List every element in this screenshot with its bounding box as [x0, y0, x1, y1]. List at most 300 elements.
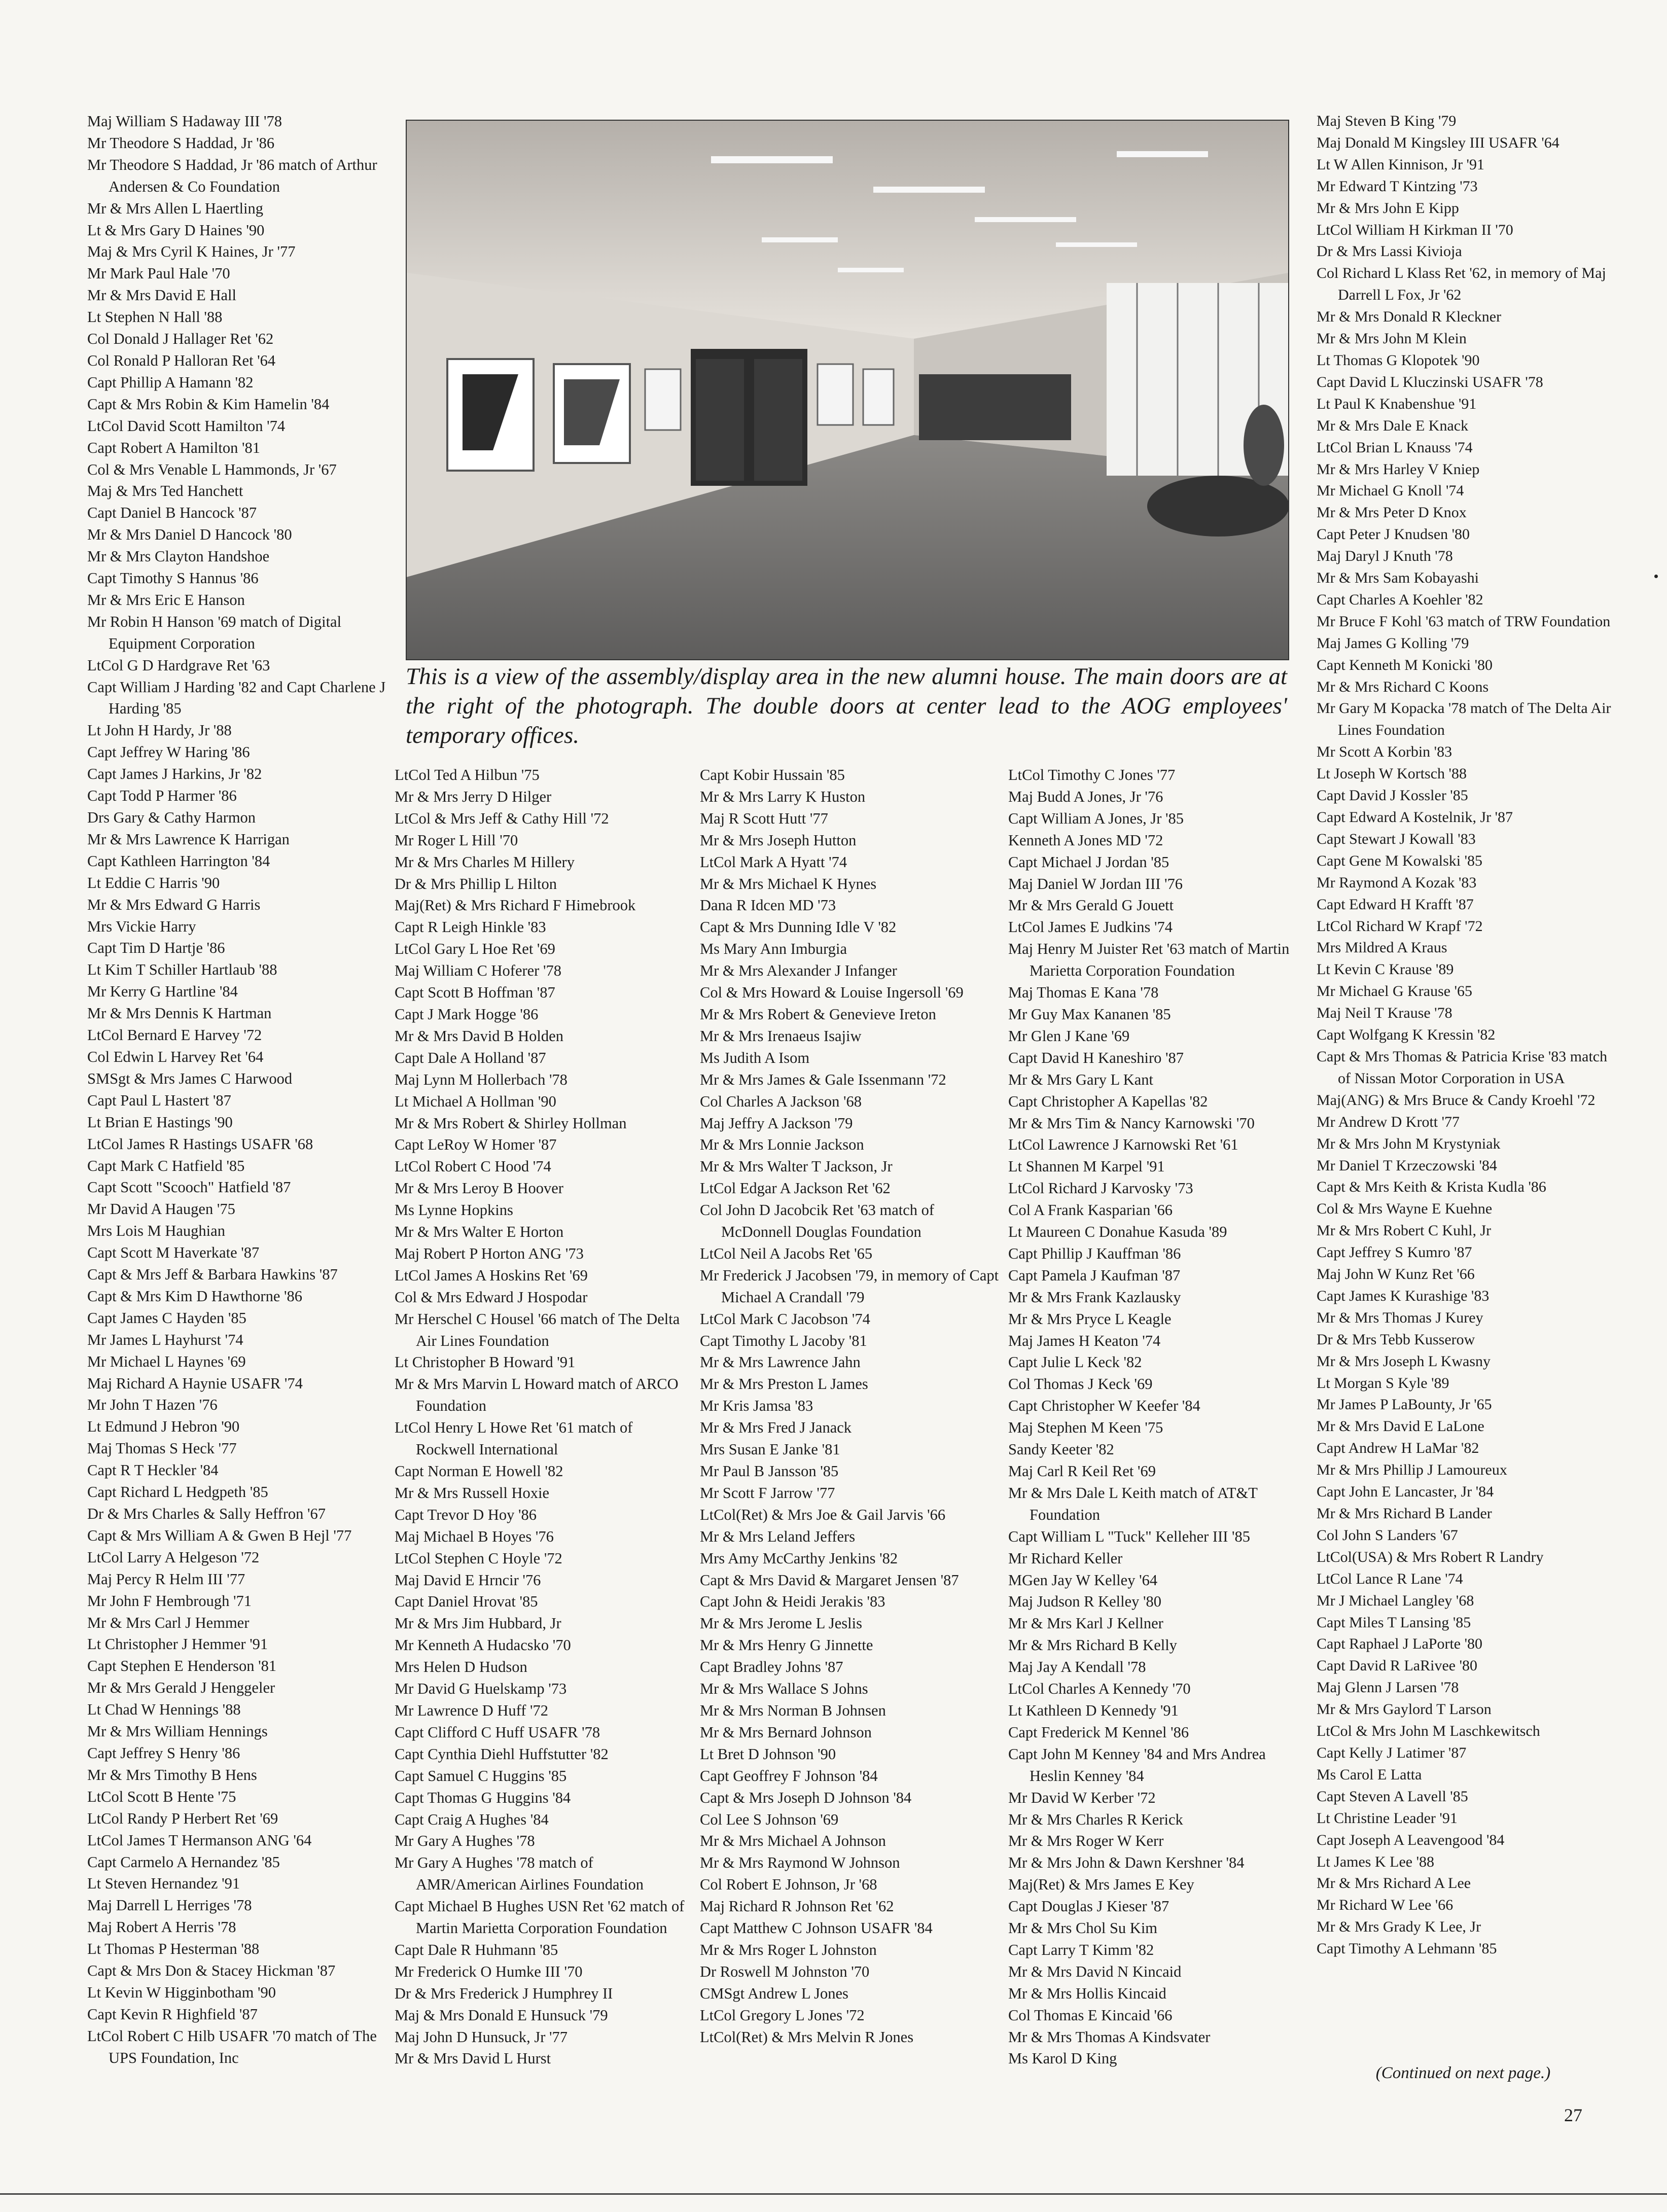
donor-entry: Col Robert E Johnson, Jr '68: [700, 1876, 877, 1894]
donor-entry: Capt & Mrs Jeff & Barbara Hawkins '87: [87, 1266, 338, 1283]
donor-entry: Mr & Mrs Jerome L Jeslis: [700, 1615, 862, 1632]
donor-column-5: [1317, 111, 1621, 1960]
donor-entry: Mr & Mrs Lawrence Jahn: [700, 1353, 861, 1371]
donor-entry: Mr & Mrs Bernard Johnson: [700, 1723, 872, 1741]
donor-entry: Mr & Mrs Roger W Kerr: [1008, 1832, 1164, 1850]
donor-entry: Maj Jay A Kendall '78: [1008, 1658, 1146, 1676]
donor-entry: Capt Daniel B Hancock '87: [87, 504, 257, 522]
donor-entry: Mr & Mrs David N Kincaid: [1008, 1963, 1182, 1980]
donor-entry: Maj David E Hrncir '76: [395, 1571, 541, 1589]
donor-entry: Mr Robin H Hanson '69 match of Digital Equipment Corporation: [87, 613, 342, 652]
donor-entry: Capt Phillip A Hamann '82: [87, 373, 254, 391]
donor-entry: LtCol Mark C Jacobson '74: [700, 1310, 870, 1328]
donor-entry: Mr & Mrs James & Gale Issenmann '72: [700, 1071, 946, 1088]
donor-entry: LtCol Lance R Lane '74: [1317, 1570, 1463, 1587]
donor-column-1: [87, 111, 392, 2069]
donor-entry: LtCol Stephen C Hoyle '72: [395, 1549, 562, 1567]
donor-entry: LtCol Robert C Hood '74: [395, 1158, 551, 1175]
donor-entry: Mr & Mrs Charles M Hillery: [395, 853, 575, 871]
donor-entry: Lt Kevin C Krause '89: [1317, 961, 1454, 978]
donor-entry: Col & Mrs Wayne E Kuehne: [1317, 1200, 1493, 1218]
donor-entry: Mr & Mrs Richard B Lander: [1317, 1505, 1492, 1522]
donor-entry: Mr Michael L Haynes '69: [87, 1352, 246, 1370]
donor-entry: LtCol Larry A Helgeson '72: [87, 1548, 260, 1566]
donor-entry: Mr & Mrs Timothy B Hens: [87, 1766, 257, 1783]
donor-entry: Mr Herschel C Housel '66 match of The Delta Air Lines Foundation: [395, 1310, 680, 1349]
donor-entry: Lt Eddie C Harris '90: [87, 874, 220, 891]
donor-entry: Maj Glenn J Larsen '78: [1317, 1679, 1459, 1696]
donor-entry: Mr & Mrs Walter T Jackson, Jr: [700, 1158, 893, 1175]
donor-entry: LtCol James E Judkins '74: [1008, 918, 1173, 936]
donor-entry: Capt Norman E Howell '82: [395, 1462, 563, 1480]
donor-entry: Mr & Mrs Gary L Kant: [1008, 1071, 1154, 1088]
donor-entry: Ms Lynne Hopkins: [395, 1201, 513, 1219]
donor-entry: Mr & Mrs Carl J Hemmer: [87, 1614, 250, 1631]
donor-entry: Mr & Mrs John M Krystyniak: [1317, 1135, 1501, 1152]
donor-entry: Mr Theodore S Haddad, Jr '86: [87, 134, 275, 152]
donor-entry: Maj Donald M Kingsley III USAFR '64: [1317, 134, 1559, 151]
donor-entry: LtCol James R Hastings USAFR '68: [87, 1135, 313, 1153]
donor-entry: Mr & Mrs Gerald G Jouett: [1008, 897, 1174, 914]
donor-entry: LtCol Neil A Jacobs Ret '65: [700, 1244, 873, 1262]
donor-entry: Mr & Mrs Richard C Koons: [1317, 678, 1489, 695]
donor-entry: LtCol Edgar A Jackson Ret '62: [700, 1180, 891, 1197]
donor-entry: Dr & Mrs Phillip L Hilton: [395, 875, 557, 893]
donor-entry: Mrs Helen D Hudson: [395, 1658, 527, 1676]
donor-entry: Capt Kathleen Harrington '84: [87, 852, 270, 870]
donor-entry: Mr & Mrs Larry K Huston: [700, 788, 866, 805]
donor-entry: Capt & Mrs Dunning Idle V '82: [700, 918, 897, 936]
donor-entry: Maj(Ret) & Mrs James E Key: [1008, 1876, 1194, 1894]
donor-entry: Mr & Mrs Daniel D Hancock '80: [87, 526, 292, 544]
donor-entry: Sandy Keeter '82: [1008, 1441, 1114, 1458]
donor-entry: Capt Michael B Hughes USN Ret '62 match of Martin Marietta Corporation Foundation: [395, 1898, 685, 1937]
donor-entry: LtCol Scott B Hente '75: [87, 1788, 236, 1805]
donor-entry: Capt Carmelo A Hernandez '85: [87, 1853, 280, 1871]
donor-entry: Capt Jeffrey S Kumro '87: [1317, 1244, 1472, 1261]
donor-entry: Capt James K Kurashige '83: [1317, 1287, 1489, 1304]
donor-entry: LtCol(Ret) & Mrs Joe & Gail Jarvis '66: [700, 1506, 946, 1523]
donor-entry: Capt Kobir Hussain '85: [700, 766, 845, 783]
donor-entry: Mr & Mrs Hollis Kincaid: [1008, 1984, 1166, 2002]
donor-entry: Mr Scott A Korbin '83: [1317, 743, 1452, 761]
donor-entry: Capt Christopher W Keefer '84: [1008, 1397, 1200, 1415]
donor-entry: Lt Edmund J Hebron '90: [87, 1418, 240, 1436]
donor-entry: Capt Samuel C Huggins '85: [395, 1767, 567, 1785]
donor-entry: Capt Clifford C Huff USAFR '78: [395, 1723, 600, 1741]
donor-entry: LtCol Gregory L Jones '72: [700, 2006, 865, 2024]
donor-entry: Lt Kathleen D Kennedy '91: [1008, 1701, 1179, 1719]
donor-entry: Col Donald J Hallager Ret '62: [87, 330, 274, 348]
donor-entry: Maj William S Hadaway III '78: [87, 113, 282, 130]
donor-entry: Mr & Mrs Harley V Kniep: [1317, 460, 1480, 478]
donor-entry: LtCol Mark A Hyatt '74: [700, 853, 847, 871]
donor-entry: LtCol Bernard E Harvey '72: [87, 1026, 262, 1044]
donor-entry: Col Thomas J Keck '69: [1008, 1375, 1153, 1393]
donor-entry: Lt Maureen C Donahue Kasuda '89: [1008, 1223, 1227, 1241]
donor-entry: LtCol Timothy C Jones '77: [1008, 766, 1176, 783]
donor-entry: Maj & Mrs Ted Hanchett: [87, 482, 243, 500]
donor-entry: Mr & Mrs Raymond W Johnson: [700, 1854, 900, 1872]
donor-entry: Capt Dale A Holland '87: [395, 1049, 546, 1066]
donor-entry: Capt Jeffrey S Henry '86: [87, 1744, 240, 1762]
donor-entry: Capt & Mrs Robin & Kim Hamelin '84: [87, 395, 330, 413]
donor-entry: Capt Gene M Kowalski '85: [1317, 852, 1483, 869]
donor-entry: Maj Daniel W Jordan III '76: [1008, 875, 1183, 893]
donor-entry: Mr & Mrs Sam Kobayashi: [1317, 569, 1479, 587]
donor-entry: Capt Charles A Koehler '82: [1317, 591, 1483, 608]
donor-entry: Col & Mrs Venable L Hammonds, Jr '67: [87, 460, 337, 478]
donor-entry: Capt John M Kenney '84 and Mrs Andrea Heslin Kenney '84: [1008, 1745, 1266, 1785]
donor-entry: Maj Robert A Herris '78: [87, 1918, 236, 1936]
donor-entry: Mr & Mrs John & Dawn Kershner '84: [1008, 1854, 1245, 1872]
continued-note: (Continued on next page.): [1375, 2064, 1551, 2082]
donor-entry: Mr Daniel T Krzeczowski '84: [1317, 1157, 1497, 1174]
donor-entry: Maj Judson R Kelley '80: [1008, 1593, 1162, 1611]
donor-entry: CMSgt Andrew L Jones: [700, 1984, 848, 2002]
donor-entry: Maj Jeffry A Jackson '79: [700, 1114, 853, 1132]
donor-entry: Capt & Mrs Keith & Krista Kudla '86: [1317, 1179, 1546, 1196]
donor-entry: Lt W Allen Kinnison, Jr '91: [1317, 156, 1484, 173]
donor-entry: Capt Matthew C Johnson USAFR '84: [700, 1919, 933, 1937]
donor-entry: Mrs Amy McCarthy Jenkins '82: [700, 1549, 898, 1567]
donor-entry: Mr & Mrs Marvin L Howard match of ARCO Foundation: [395, 1375, 679, 1415]
donor-entry: Capt & Mrs Thomas & Patricia Krise '83 match of Nissan Motor Corporation in USA: [1317, 1048, 1608, 1087]
donor-entry: Mr & Mrs Karl J Kellner: [1008, 1615, 1163, 1632]
donor-column-2: [395, 764, 694, 2070]
donor-entry: SMSgt & Mrs James C Harwood: [87, 1069, 293, 1087]
donor-entry: Capt David J Kossler '85: [1317, 787, 1468, 804]
donor-entry: Capt & Mrs Don & Stacey Hickman '87: [87, 1962, 336, 1980]
donor-entry: Lt Christopher J Hemmer '91: [87, 1635, 268, 1653]
donor-entry: Capt Daniel Hrovat '85: [395, 1593, 538, 1611]
donor-entry: Mr James L Hayhurst '74: [87, 1331, 243, 1348]
donor-entry: Ms Judith A Isom: [700, 1049, 810, 1066]
donor-entry: Lt Bret D Johnson '90: [700, 1745, 836, 1763]
donor-entry: LtCol Henry L Howe Ret '61 match of Rockwell International: [395, 1419, 633, 1458]
donor-entry: Mr & Mrs Joseph Hutton: [700, 831, 857, 849]
donor-entry: Mr & Mrs Russell Hoxie: [395, 1484, 549, 1502]
donor-entry: Mr Theodore S Haddad, Jr '86 match of Arthur Andersen & Co Foundation: [87, 156, 377, 195]
donor-entry: Capt & Mrs Joseph D Johnson '84: [700, 1789, 912, 1806]
donor-entry: Mr & Mrs Leland Jeffers: [700, 1527, 856, 1545]
donor-entry: Capt Stewart J Kowall '83: [1317, 830, 1476, 847]
donor-entry: Capt Dale R Huhmann '85: [395, 1941, 558, 1958]
donor-entry: Col John S Landers '67: [1317, 1526, 1458, 1544]
donor-entry: Mr & Mrs David E Hall: [87, 287, 236, 304]
donor-entry: Capt Stephen E Henderson '81: [87, 1657, 277, 1675]
donor-entry: Lt Morgan S Kyle '89: [1317, 1374, 1449, 1392]
donor-entry: Mr & Mrs Thomas A Kindsvater: [1008, 2028, 1211, 2046]
donor-entry: Mr Richard W Lee '66: [1317, 1897, 1453, 1914]
donor-entry: Mr & Mrs Henry G Jinnette: [700, 1636, 873, 1654]
donor-entry: Capt Geoffrey F Johnson '84: [700, 1767, 878, 1785]
donor-entry: Mr & Mrs Roger L Johnston: [700, 1941, 877, 1958]
donor-entry: Capt Todd P Harmer '86: [87, 787, 237, 805]
donor-entry: Col Richard L Klass Ret '62, in memory of Maj Darrell L Fox, Jr '62: [1317, 265, 1606, 304]
donor-entry: Capt LeRoy W Homer '87: [395, 1136, 557, 1154]
donor-entry: Mr & Mrs Chol Su Kim: [1008, 1919, 1158, 1937]
donor-entry: Capt David L Kluczinski USAFR '78: [1317, 373, 1543, 390]
donor-entry: Mr & Mrs Leroy B Hoover: [395, 1180, 563, 1197]
donor-entry: Maj Michael B Hoyes '76: [395, 1527, 554, 1545]
margin-mark: [1654, 575, 1658, 578]
donor-entry: Mr & Mrs Tim & Nancy Karnowski '70: [1008, 1114, 1255, 1132]
donor-entry: Maj Daryl J Knuth '78: [1317, 548, 1453, 565]
donor-entry: Maj R Scott Hutt '77: [700, 809, 828, 827]
donor-entry: Lt Christopher B Howard '91: [395, 1353, 576, 1371]
donor-entry: Col Edwin L Harvey Ret '64: [87, 1048, 264, 1065]
donor-entry: Capt Scott B Hoffman '87: [395, 984, 555, 1002]
donor-entry: Capt Timothy S Hannus '86: [87, 569, 259, 587]
donor-entry: LtCol G D Hardgrave Ret '63: [87, 656, 270, 674]
donor-entry: Mr & Mrs Lonnie Jackson: [700, 1136, 864, 1154]
donor-entry: Capt Raphael J LaPorte '80: [1317, 1635, 1482, 1653]
donor-entry: Mr David W Kerber '72: [1008, 1789, 1156, 1806]
donor-entry: LtCol James T Hermanson ANG '64: [87, 1831, 312, 1849]
donor-entry: Mr Gary A Hughes '78: [395, 1832, 535, 1850]
donor-entry: Maj Robert P Horton ANG '73: [395, 1244, 584, 1262]
donor-entry: Capt Paul L Hastert '87: [87, 1091, 231, 1109]
donor-entry: Dr & Mrs Lassi Kivioja: [1317, 243, 1462, 260]
donor-entry: Dr Roswell M Johnston '70: [700, 1963, 870, 1980]
donor-entry: Lt Thomas G Klopotek '90: [1317, 351, 1480, 369]
donor-entry: Capt Trevor D Hoy '86: [395, 1506, 537, 1523]
donor-entry: Mr & Mrs Allen L Haertling: [87, 199, 264, 217]
donor-entry: LtCol(USA) & Mrs Robert R Landry: [1317, 1548, 1544, 1565]
donor-entry: Capt Kenneth M Konicki '80: [1317, 656, 1493, 673]
donor-entry: Mr & Mrs Pryce L Keagle: [1008, 1310, 1172, 1328]
donor-entry: Capt Timothy A Lehmann '85: [1317, 1940, 1497, 1957]
donor-entry: Col Thomas E Kincaid '66: [1008, 2006, 1173, 2024]
donor-entry: Mr Edward T Kintzing '73: [1317, 177, 1478, 195]
donor-entry: Maj Stephen M Keen '75: [1008, 1419, 1163, 1437]
donor-entry: Mrs Vickie Harry: [87, 917, 196, 935]
donor-entry: Mr & Mrs Peter D Knox: [1317, 504, 1467, 521]
donor-entry: Mr Frederick J Jacobsen '79, in memory of Capt Michael A Crandall '79: [700, 1266, 999, 1306]
donor-entry: Mr & Mrs David B Holden: [395, 1027, 563, 1045]
donor-entry: Capt Frederick M Kennel '86: [1008, 1723, 1189, 1741]
donor-entry: LtCol Brian L Knauss '74: [1317, 439, 1473, 456]
donor-entry: Capt Michael J Jordan '85: [1008, 853, 1169, 871]
donor-entry: Lt Kevin W Higginbotham '90: [87, 1983, 276, 2001]
donor-entry: Lt Joseph W Kortsch '88: [1317, 765, 1467, 782]
donor-entry: Mr Frederick O Humke III '70: [395, 1963, 583, 1980]
donor-entry: Drs Gary & Cathy Harmon: [87, 809, 256, 826]
donor-entry: Mr & Mrs Clayton Handshoe: [87, 548, 270, 565]
donor-entry: Capt Scott M Haverkate '87: [87, 1244, 260, 1262]
donor-entry: Mr David G Huelskamp '73: [395, 1680, 567, 1698]
donor-entry: Maj James H Keaton '74: [1008, 1332, 1161, 1349]
donor-entry: Col Lee S Johnson '69: [700, 1810, 839, 1828]
donor-column-4: [1008, 764, 1307, 2070]
donor-entry: LtCol Ted A Hilbun '75: [395, 766, 540, 783]
donor-entry: Mr Bruce F Kohl '63 match of TRW Foundation: [1317, 613, 1611, 630]
donor-entry: Maj & Mrs Cyril K Haines, Jr '77: [87, 243, 296, 261]
donor-entry: Col John D Jacobcik Ret '63 match of McDonnell Douglas Foundation: [700, 1201, 935, 1241]
donor-entry: Capt Richard L Hedgpeth '85: [87, 1483, 268, 1501]
donor-column-3: [700, 764, 1004, 2048]
donor-entry: Maj Richard R Johnson Ret '62: [700, 1898, 894, 1915]
donor-entry: Mr Kerry G Hartline '84: [87, 983, 238, 1001]
donor-entry: LtCol Gary L Hoe Ret '69: [395, 940, 555, 958]
donor-entry: Dr & Mrs Tebb Kusserow: [1317, 1331, 1475, 1348]
donor-entry: Mr & Mrs Dale E Knack: [1317, 417, 1469, 434]
donor-entry: LtCol & Mrs John M Laschkewitsch: [1317, 1723, 1540, 1740]
donor-entry: LtCol Robert C Hilb USAFR '70 match of The UPS Foundation, Inc: [87, 2027, 377, 2066]
donor-entry: Mr Paul B Jansson '85: [700, 1462, 839, 1480]
donor-entry: Lt Michael A Hollman '90: [395, 1092, 556, 1110]
donor-entry: Capt William A Jones, Jr '85: [1008, 809, 1184, 827]
donor-entry: Col & Mrs Howard & Louise Ingersoll '69: [700, 984, 964, 1002]
donor-entry: Capt Kevin R Highfield '87: [87, 2005, 258, 2023]
donor-entry: Maj Thomas E Kana '78: [1008, 984, 1159, 1002]
donor-entry: Mr & Mrs Gerald J Henggeler: [87, 1679, 275, 1697]
donor-entry: Capt R T Heckler '84: [87, 1461, 219, 1479]
donor-entry: Mr & Mrs Robert & Shirley Hollman: [395, 1114, 627, 1132]
donor-entry: Mr & Mrs Lawrence K Harrigan: [87, 830, 290, 848]
donor-entry: MGen Jay W Kelley '64: [1008, 1571, 1158, 1589]
donor-entry: LtCol William H Kirkman II '70: [1317, 221, 1513, 238]
donor-entry: LtCol(Ret) & Mrs Melvin R Jones: [700, 2028, 914, 2046]
donor-entry: Mr James P LaBounty, Jr '65: [1317, 1396, 1492, 1413]
donor-entry: Capt Edward A Kostelnik, Jr '87: [1317, 809, 1513, 826]
donor-entry: Maj William C Hoferer '78: [395, 962, 561, 980]
donor-entry: Maj John W Kunz Ret '66: [1317, 1266, 1475, 1283]
donor-entry: Maj Henry M Juister Ret '63 match of Martin Marietta Corporation Foundation: [1008, 940, 1290, 980]
donor-entry: Mrs Lois M Haughian: [87, 1222, 225, 1240]
donor-entry: Lt Thomas P Hesterman '88: [87, 1940, 260, 1958]
donor-entry: Mr & Mrs Fred J Janack: [700, 1419, 852, 1437]
donor-entry: Col Charles A Jackson '68: [700, 1092, 862, 1110]
donor-entry: Lt John H Hardy, Jr '88: [87, 722, 232, 739]
donor-entry: Capt Phillip J Kauffman '86: [1008, 1244, 1181, 1262]
donor-entry: Mr & Mrs Jim Hubbard, Jr: [395, 1615, 561, 1632]
donor-entry: Lt James K Lee '88: [1317, 1853, 1435, 1870]
donor-entry: Mr & Mrs Richard A Lee: [1317, 1875, 1471, 1892]
donor-entry: Mr & Mrs Donald R Kleckner: [1317, 308, 1502, 326]
donor-entry: Mr Gary A Hughes '78 match of AMR/American Airlines Foundation: [395, 1854, 644, 1894]
donor-entry: Lt Steven Hernandez '91: [87, 1875, 240, 1893]
donor-entry: Mr & Mrs Wallace S Johns: [700, 1680, 868, 1698]
donor-entry: Col Ronald P Halloran Ret '64: [87, 351, 276, 369]
donor-entry: Mr & Mrs Alexander J Infanger: [700, 962, 897, 980]
donor-entry: Kenneth A Jones MD '72: [1008, 831, 1163, 849]
donor-entry: Lt Christine Leader '91: [1317, 1809, 1458, 1827]
donor-entry: Capt David R LaRivee '80: [1317, 1657, 1478, 1674]
donor-entry: Capt Pamela J Kaufman '87: [1008, 1266, 1181, 1284]
donor-entry: Col & Mrs Edward J Hospodar: [395, 1288, 588, 1306]
donor-entry: Mr & Mrs Thomas J Kurey: [1317, 1309, 1483, 1326]
donor-entry: Capt Scott "Scooch" Hatfield '87: [87, 1179, 291, 1196]
donor-entry: Maj John D Hunsuck, Jr '77: [395, 2028, 568, 2046]
donor-entry: Mr Gary M Kopacka '78 match of The Delta Air Lines Foundation: [1317, 700, 1611, 739]
donor-entry: Mr & Mrs Edward G Harris: [87, 896, 261, 913]
donor-entry: Mr & Mrs Gaylord T Larson: [1317, 1701, 1492, 1718]
donor-entry: Capt Timothy L Jacoby '81: [700, 1332, 867, 1349]
donor-entry: Capt Thomas G Huggins '84: [395, 1789, 571, 1806]
donor-entry: Capt Mark C Hatfield '85: [87, 1157, 245, 1174]
donor-entry: Ms Mary Ann Imburgia: [700, 940, 847, 958]
donor-entry: LtCol James A Hoskins Ret '69: [395, 1266, 588, 1284]
donor-entry: Ms Carol E Latta: [1317, 1766, 1422, 1783]
donor-entry: Capt Robert A Hamilton '81: [87, 439, 260, 456]
donor-entry: Capt Christopher A Kapellas '82: [1008, 1092, 1208, 1110]
donor-entry: Mr & Mrs Preston L James: [700, 1375, 868, 1393]
donor-entry: Maj(Ret) & Mrs Richard F Himebrook: [395, 897, 636, 914]
donor-entry: Capt Bradley Johns '87: [700, 1658, 843, 1676]
donor-entry: Capt Andrew H LaMar '82: [1317, 1440, 1479, 1457]
donor-entry: Maj Carl R Keil Ret '69: [1008, 1462, 1156, 1480]
donor-entry: Capt Miles T Lansing '85: [1317, 1614, 1471, 1631]
donor-entry: Mr John F Hembrough '71: [87, 1592, 252, 1610]
donor-entry: Capt Craig A Hughes '84: [395, 1810, 549, 1828]
donor-entry: Capt & Mrs William A & Gwen B Hejl '77: [87, 1526, 352, 1544]
donor-entry: Capt John E Lancaster, Jr '84: [1317, 1483, 1494, 1501]
donor-entry: Dana R Idcen MD '73: [700, 897, 836, 914]
donor-entry: Maj Budd A Jones, Jr '76: [1008, 788, 1163, 805]
donor-entry: Lt Chad W Hennings '88: [87, 1701, 241, 1719]
donor-entry: Capt James C Hayden '85: [87, 1309, 246, 1327]
donor-entry: Mr Raymond A Kozak '83: [1317, 874, 1477, 891]
donor-entry: Capt Julie L Keck '82: [1008, 1353, 1142, 1371]
donor-entry: Lt Stephen N Hall '88: [87, 308, 223, 326]
donor-entry: Col A Frank Kasparian '66: [1008, 1201, 1173, 1219]
donor-entry: Capt Steven A Lavell '85: [1317, 1788, 1468, 1805]
donor-entry: Capt John & Heidi Jerakis '83: [700, 1593, 885, 1611]
donor-entry: Capt Kelly J Latimer '87: [1317, 1744, 1467, 1761]
donor-entry: Mr & Mrs Dale L Keith match of AT&T Foundation: [1008, 1484, 1258, 1523]
donor-entry: LtCol David Scott Hamilton '74: [87, 417, 286, 435]
donor-entry: Mr & Mrs Joseph L Kwasny: [1317, 1352, 1491, 1370]
donor-entry: Lt Kim T Schiller Hartlaub '88: [87, 961, 277, 979]
donor-entry: LtCol Charles A Kennedy '70: [1008, 1680, 1191, 1698]
donor-entry: LtCol Lawrence J Karnowski Ret '61: [1008, 1136, 1238, 1154]
donor-entry: Maj Thomas S Heck '77: [87, 1440, 237, 1457]
donor-entry: Mr & Mrs Richard B Kelly: [1008, 1636, 1177, 1654]
donor-entry: Mr & Mrs William Hennings: [87, 1723, 268, 1740]
donor-entry: Capt David H Kaneshiro '87: [1008, 1049, 1184, 1066]
donor-entry: Maj Lynn M Hollerbach '78: [395, 1071, 568, 1088]
photo-caption: This is a view of the assembly/display area in the new alumni house. The main doors are at the right of the photograph. The double doors at center lead to the AOG employees' temporary offices.: [406, 663, 1287, 748]
donor-entry: Capt & Mrs Kim D Hawthorne '86: [87, 1287, 302, 1305]
donor-entry: LtCol Richard W Krapf '72: [1317, 917, 1483, 935]
donor-entry: Maj(ANG) & Mrs Bruce & Candy Kroehl '72: [1317, 1091, 1595, 1109]
donor-entry: Mr Kenneth A Hudacsko '70: [395, 1636, 571, 1654]
donor-entry: Capt & Mrs David & Margaret Jensen '87: [700, 1571, 959, 1589]
donor-entry: Capt Peter J Knudsen '80: [1317, 526, 1470, 543]
assembly-area-photo: [406, 120, 1289, 660]
donor-entry: Mr Guy Max Kananen '85: [1008, 1005, 1171, 1023]
donor-entry: Capt Cynthia Diehl Huffstutter '82: [395, 1745, 609, 1763]
donor-entry: Mr Michael G Knoll '74: [1317, 482, 1464, 500]
donor-entry: Mr & Mrs Dennis K Hartman: [87, 1005, 272, 1022]
donor-entry: Maj Percy R Helm III '77: [87, 1570, 245, 1588]
donor-entry: Ms Karol D King: [1008, 2050, 1117, 2067]
donor-entry: LtCol & Mrs Jeff & Cathy Hill '72: [395, 809, 609, 827]
donor-entry: Mrs Mildred A Kraus: [1317, 939, 1447, 956]
donor-entry: Capt William L "Tuck" Kelleher III '85: [1008, 1527, 1250, 1545]
donor-entry: Capt Joseph A Leavengood '84: [1317, 1831, 1505, 1848]
donor-entry: Maj Richard A Haynie USAFR '74: [87, 1374, 303, 1392]
donor-entry: Maj Steven B King '79: [1317, 113, 1457, 129]
donor-entry: Capt Douglas J Kieser '87: [1008, 1898, 1169, 1915]
donor-entry: Mr & Mrs Eric E Hanson: [87, 591, 245, 609]
donor-entry: Mr & Mrs Michael K Hynes: [700, 875, 877, 893]
donor-entry: Mr Richard Keller: [1008, 1549, 1123, 1567]
donor-entry: Mr J Michael Langley '68: [1317, 1592, 1474, 1609]
page-number: 27: [1564, 2105, 1582, 2125]
